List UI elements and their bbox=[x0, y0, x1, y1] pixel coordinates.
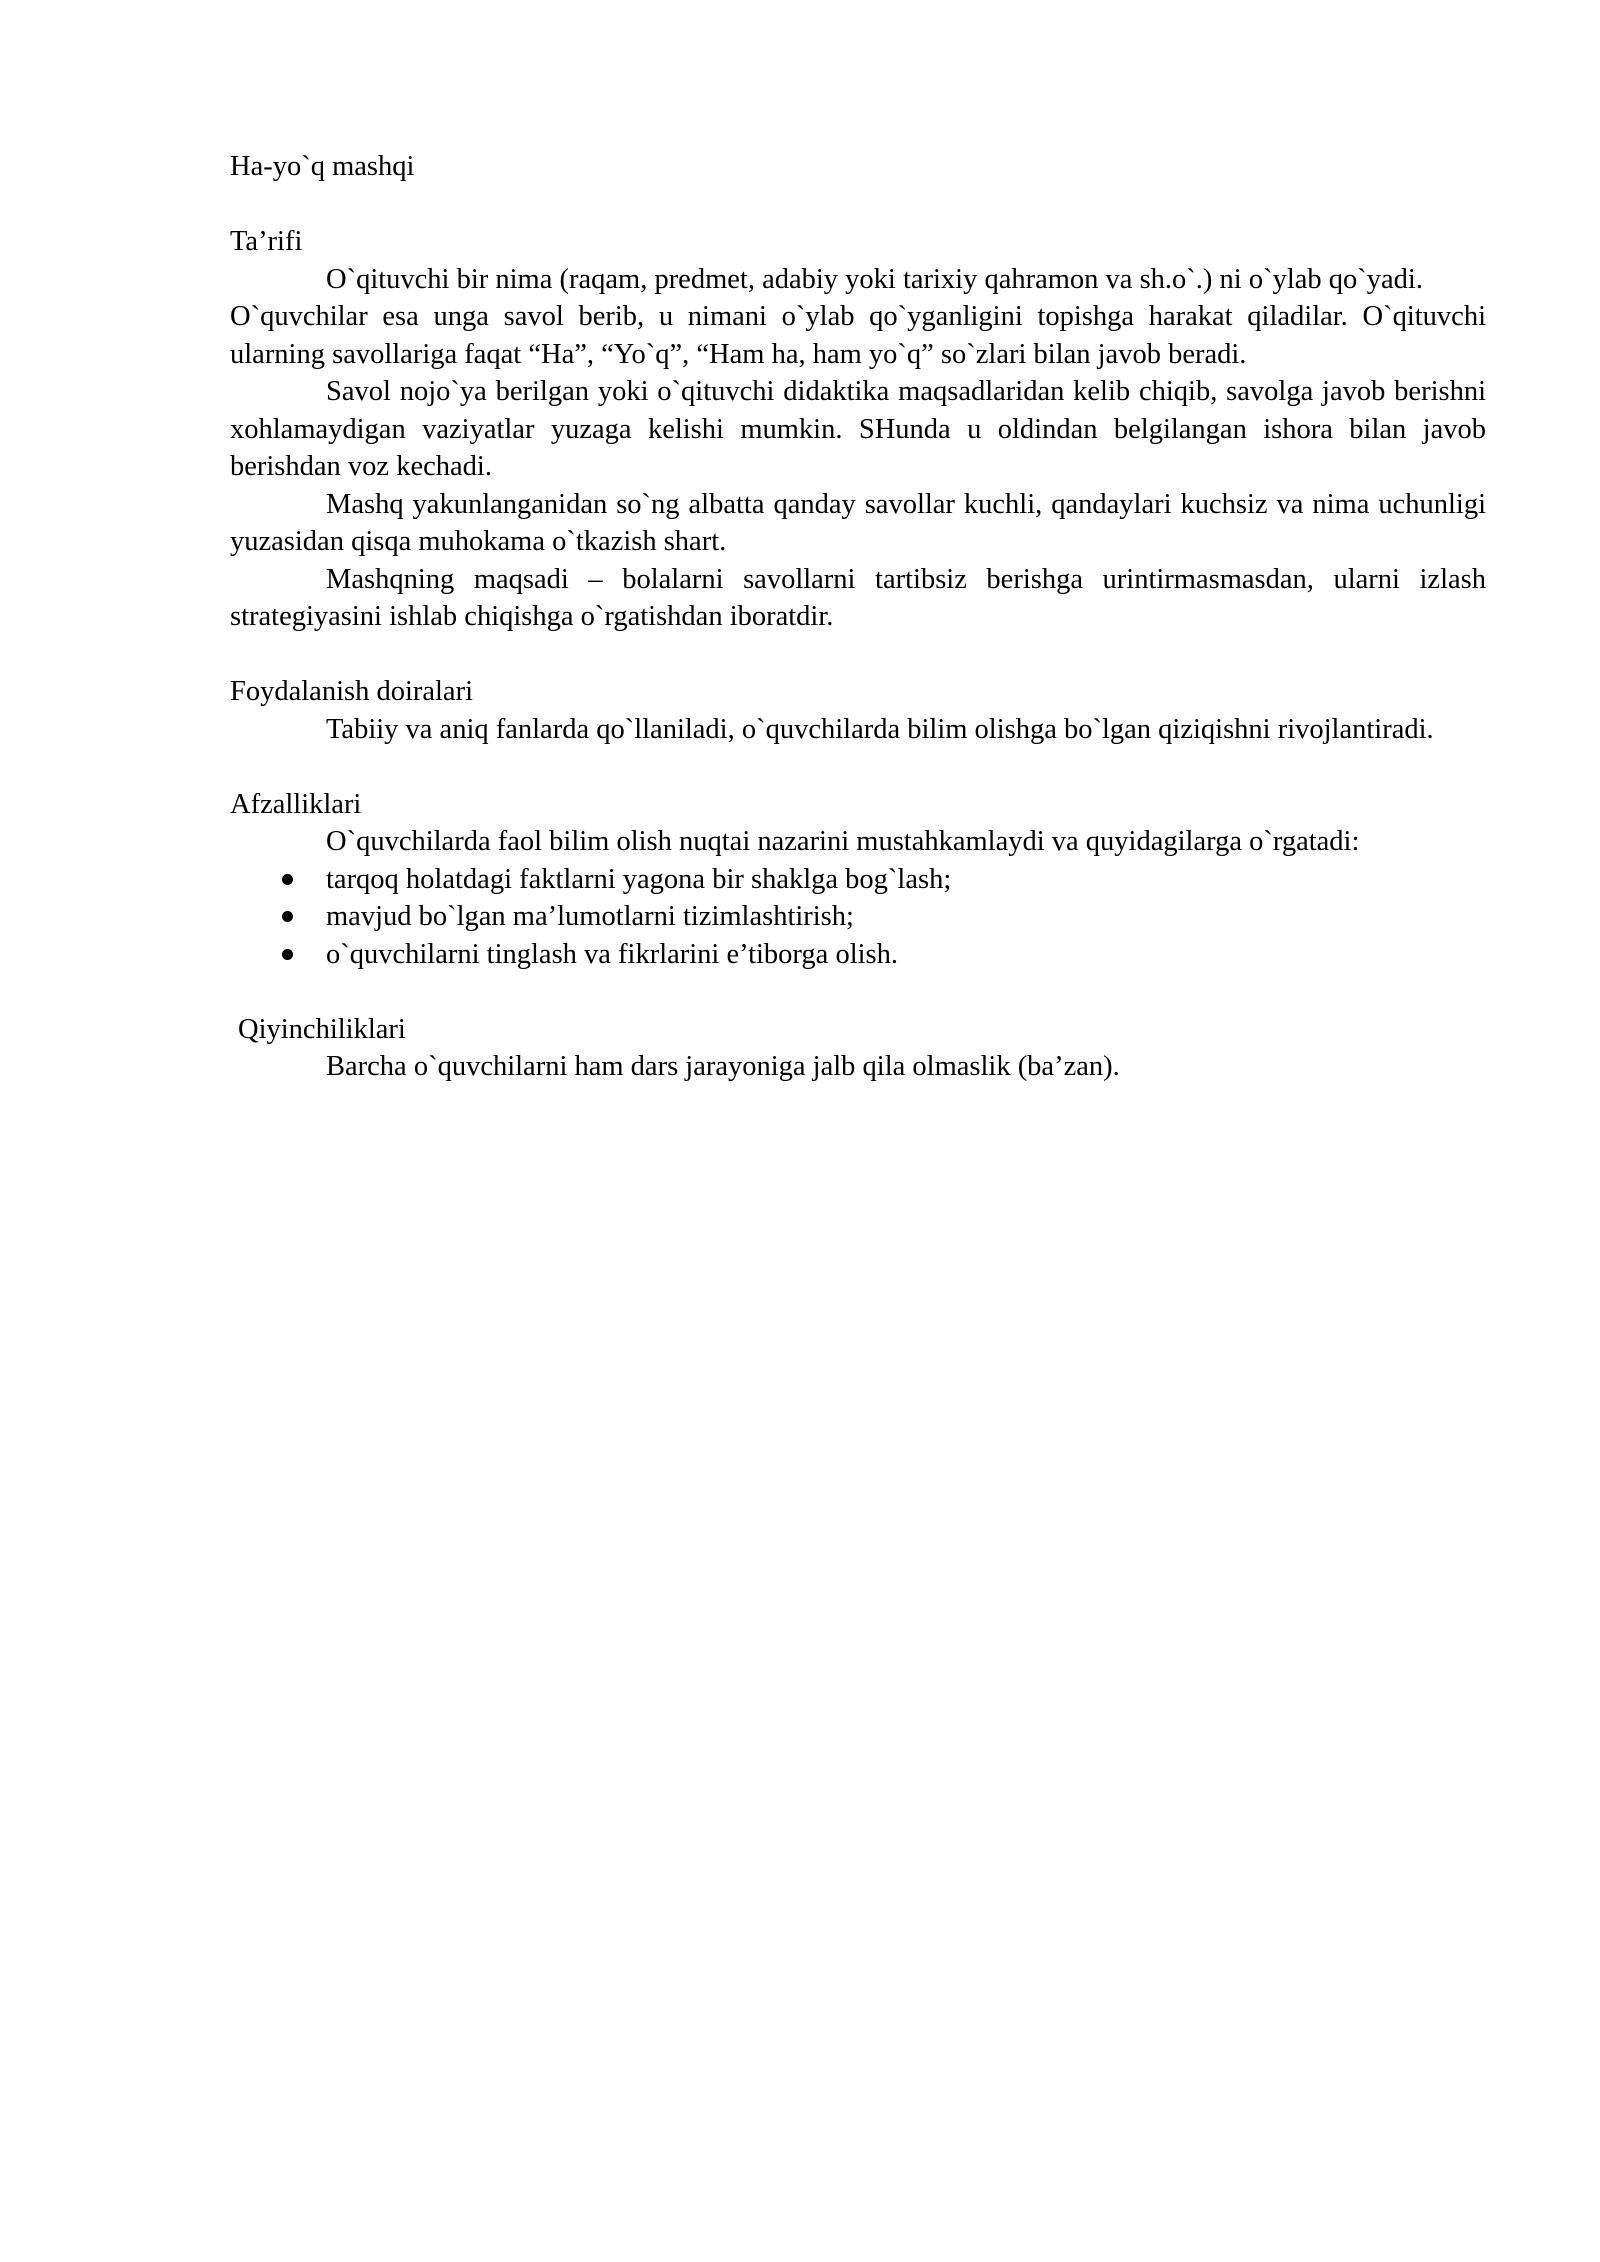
spacer bbox=[230, 186, 1486, 224]
bullet-list-afzalliklari bbox=[230, 861, 1486, 974]
section-heading-tarifi: Ta’rifi bbox=[230, 226, 303, 257]
list-item-text: o`quvchilarni tinglash va fikrlarini e’tiborga olish. bbox=[326, 938, 898, 970]
section-heading-afzalliklari: Afzalliklari bbox=[230, 788, 362, 820]
paragraph-tarifi-4: Mashq yakunlanganidan so`ng albatta qanday savollar kuchli, qandaylari kuchsiz va nima uchunligi yuzasidan qisqa muhokama o`tkazish shart. bbox=[230, 488, 1486, 557]
paragraph-tarifi-3: Savol nojo`ya berilgan yoki o`qituvchi didaktika maqsadlaridan kelib chiqib, savolga javob berishni xohlamaydigan vaziyatlar yuzaga kelishi mumkin. SHunda u oldindan belgilangan ishora bilan javob berishdan voz kechadi. bbox=[230, 376, 1486, 482]
section-heading-qiyinchiliklari: Qiyinchiliklari bbox=[238, 1013, 406, 1045]
spacer bbox=[230, 748, 1486, 786]
bullet-dot-icon bbox=[282, 874, 293, 885]
list-item-text: mavjud bo`lgan ma’lumotlarni tizimlashtirish; bbox=[326, 901, 854, 932]
list-item bbox=[230, 936, 1486, 974]
bullet-dot-icon bbox=[282, 949, 293, 960]
bullet-dot-icon bbox=[282, 911, 293, 922]
list-item bbox=[230, 861, 1486, 899]
paragraph-tarifi-5: Mashqning maqsadi – bolalarni savollarni tartibsiz berishga urintirmasmasdan, ularni izlash strategiyasini ishlab chiqishga o`rgatishdan iboratdir. bbox=[230, 563, 1486, 632]
section-heading-foydalanish: Foydalanish doiralari bbox=[230, 676, 473, 707]
list-item-text: tarqoq holatdagi faktlarni yagona bir shaklga bog`lash; bbox=[326, 863, 952, 895]
document-page bbox=[230, 148, 1486, 1086]
paragraph-tarifi-1: O`qituvchi bir nima (raqam, predmet, adabiy yoki tarixiy qahramon va sh.o`.) ni o`ylab qo`yadi. bbox=[326, 263, 1423, 295]
list-item bbox=[230, 898, 1486, 936]
paragraph-afzalliklari-1: O`quvchilarda faol bilim olish nuqtai nazarini mustahkamlaydi va quyidagilarga o`rgatadi: bbox=[326, 826, 1360, 857]
spacer bbox=[230, 973, 1486, 1011]
paragraph-foydalanish-1: Tabiiy va aniq fanlarda qo`llaniladi, o`quvchilarda bilim olishga bo`lgan qiziqishni rivojlantiradi. bbox=[326, 713, 1434, 745]
paragraph-tarifi-2: O`quvchilar esa unga savol berib, u nimani o`ylab qo`yganligini topishga harakat qiladilar. O`qituvchi ularning savollariga faqat “Ha”, “Yo`q”, “Ham ha, ham yo`q” so`zlari bilan javob beradi. bbox=[230, 301, 1486, 370]
spacer bbox=[230, 636, 1486, 674]
document-title: Ha-yo`q mashqi bbox=[230, 151, 415, 182]
paragraph-qiyinchiliklari-1: Barcha o`quvchilarni ham dars jarayoniga jalb qila olmaslik (ba’zan). bbox=[326, 1051, 1120, 1082]
